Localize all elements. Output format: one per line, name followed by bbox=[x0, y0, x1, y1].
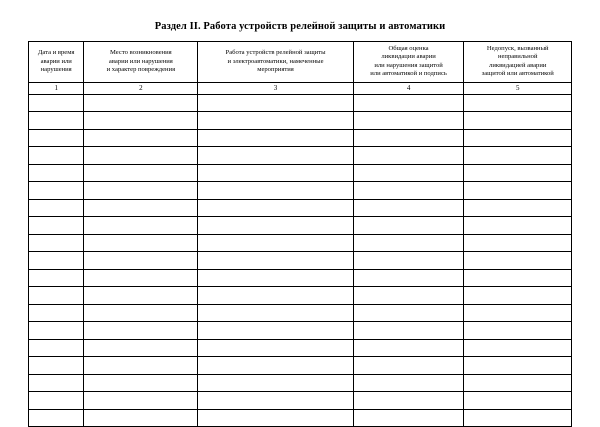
table-cell[interactable] bbox=[84, 147, 198, 165]
table-cell[interactable] bbox=[353, 112, 464, 130]
table-row bbox=[29, 339, 572, 357]
column-number: 5 bbox=[464, 82, 572, 94]
table-row bbox=[29, 217, 572, 235]
table-row bbox=[29, 112, 572, 130]
table-cell[interactable] bbox=[29, 217, 84, 235]
table-cell[interactable] bbox=[464, 392, 572, 410]
table-cell[interactable] bbox=[29, 129, 84, 147]
table-cell[interactable] bbox=[84, 357, 198, 375]
table-cell[interactable] bbox=[464, 269, 572, 287]
table-cell[interactable] bbox=[29, 199, 84, 217]
table-cell[interactable] bbox=[198, 217, 353, 235]
table-cell[interactable] bbox=[29, 304, 84, 322]
table-cell[interactable] bbox=[464, 147, 572, 165]
column-header-line: ликвидацией аварии bbox=[489, 61, 547, 69]
table-cell[interactable] bbox=[84, 129, 198, 147]
table-cell[interactable] bbox=[29, 322, 84, 340]
table-row bbox=[29, 234, 572, 252]
table-cell[interactable] bbox=[198, 409, 353, 427]
table-cell[interactable] bbox=[353, 164, 464, 182]
table-cell[interactable] bbox=[198, 322, 353, 340]
table-cell[interactable] bbox=[353, 234, 464, 252]
table-row bbox=[29, 392, 572, 410]
column-header-line: и электроавтоматики, намеченные bbox=[227, 57, 324, 65]
table-cell[interactable] bbox=[198, 234, 353, 252]
page-title: Раздел II. Работа устройств релейной защиты и автоматики bbox=[154, 21, 446, 32]
table-cell[interactable] bbox=[198, 129, 353, 147]
table-container bbox=[0, 41, 600, 427]
table-cell[interactable] bbox=[464, 374, 572, 392]
column-header-line: Место возникновения bbox=[110, 49, 172, 57]
table-cell[interactable] bbox=[84, 304, 198, 322]
table-cell[interactable] bbox=[84, 199, 198, 217]
table-cell[interactable] bbox=[464, 287, 572, 305]
table-cell[interactable] bbox=[84, 252, 198, 270]
relay-protection-register-table bbox=[28, 41, 572, 427]
column-number: 1 bbox=[29, 82, 84, 94]
column-header-line: защитой или автоматикой bbox=[481, 70, 554, 78]
column-header-line: и характер повреждения bbox=[106, 66, 176, 74]
table-cell[interactable] bbox=[84, 182, 198, 200]
table-cell[interactable] bbox=[464, 217, 572, 235]
table-cell[interactable] bbox=[29, 409, 84, 427]
table-cell[interactable] bbox=[353, 147, 464, 165]
table-cell[interactable] bbox=[353, 339, 464, 357]
table-cell[interactable] bbox=[198, 269, 353, 287]
table-row bbox=[29, 374, 572, 392]
column-header-date-time bbox=[29, 42, 84, 83]
table-body bbox=[29, 94, 572, 427]
table-cell[interactable] bbox=[353, 374, 464, 392]
table-cell[interactable] bbox=[464, 112, 572, 130]
column-header-line: Общая оценка bbox=[388, 45, 429, 52]
table-cell[interactable] bbox=[353, 182, 464, 200]
table-cell[interactable] bbox=[353, 357, 464, 375]
table-cell[interactable] bbox=[84, 217, 198, 235]
table-cell[interactable] bbox=[353, 409, 464, 427]
table-cell[interactable] bbox=[84, 392, 198, 410]
table-header-row bbox=[29, 42, 572, 83]
column-number: 4 bbox=[353, 82, 464, 94]
table-cell[interactable] bbox=[198, 304, 353, 322]
table-cell[interactable] bbox=[353, 269, 464, 287]
table-cell[interactable] bbox=[29, 112, 84, 130]
table-row bbox=[29, 357, 572, 375]
table-cell[interactable] bbox=[198, 147, 353, 165]
table-cell[interactable] bbox=[353, 287, 464, 305]
column-header-line: или нарушения защитой bbox=[374, 61, 443, 69]
column-header-location bbox=[84, 42, 198, 83]
table-cell[interactable] bbox=[29, 269, 84, 287]
table-cell[interactable] bbox=[353, 94, 464, 112]
column-header-line: нарушения bbox=[40, 66, 72, 74]
column-header-underdelivery bbox=[464, 42, 572, 83]
table-cell[interactable] bbox=[84, 164, 198, 182]
table-row bbox=[29, 252, 572, 270]
column-header-line: аварии или нарушения bbox=[108, 57, 173, 65]
table-cell[interactable] bbox=[29, 164, 84, 182]
column-header-line: ликвидации аварии bbox=[381, 53, 436, 61]
table-cell[interactable] bbox=[353, 217, 464, 235]
table-cell[interactable] bbox=[84, 234, 198, 252]
table-cell[interactable] bbox=[29, 147, 84, 165]
table-cell[interactable] bbox=[84, 322, 198, 340]
table-cell[interactable] bbox=[198, 252, 353, 270]
table-cell[interactable] bbox=[29, 252, 84, 270]
column-header-device-operation bbox=[198, 42, 353, 83]
table-cell[interactable] bbox=[198, 374, 353, 392]
table-cell[interactable] bbox=[464, 94, 572, 112]
column-number: 2 bbox=[84, 82, 198, 94]
table-cell[interactable] bbox=[353, 322, 464, 340]
table-cell[interactable] bbox=[198, 94, 353, 112]
table-cell[interactable] bbox=[29, 234, 84, 252]
table-row bbox=[29, 287, 572, 305]
table-cell[interactable] bbox=[84, 374, 198, 392]
table-row bbox=[29, 409, 572, 427]
table-cell[interactable] bbox=[353, 199, 464, 217]
table-cell[interactable] bbox=[464, 409, 572, 427]
table-cell[interactable] bbox=[198, 199, 353, 217]
table-cell[interactable] bbox=[353, 252, 464, 270]
table-cell[interactable] bbox=[464, 252, 572, 270]
column-header-line: мероприятия bbox=[257, 66, 294, 74]
table-cell[interactable] bbox=[84, 94, 198, 112]
table-cell[interactable] bbox=[84, 269, 198, 287]
table-cell[interactable] bbox=[464, 182, 572, 200]
table-cell[interactable] bbox=[29, 287, 84, 305]
column-header-overall-assessment bbox=[353, 42, 464, 83]
table-row bbox=[29, 164, 572, 182]
table-row bbox=[29, 182, 572, 200]
column-header-line: Дата и время bbox=[37, 49, 75, 57]
table-cell[interactable] bbox=[464, 199, 572, 217]
column-header-line: Недопуск, вызванный bbox=[486, 45, 549, 52]
column-header-line: аварии или bbox=[40, 57, 72, 65]
table-cell[interactable] bbox=[29, 339, 84, 357]
table-cell[interactable] bbox=[464, 234, 572, 252]
table-cell[interactable] bbox=[84, 409, 198, 427]
table-cell[interactable] bbox=[29, 374, 84, 392]
table-cell[interactable] bbox=[464, 304, 572, 322]
table-cell[interactable] bbox=[198, 357, 353, 375]
table-cell[interactable] bbox=[198, 392, 353, 410]
table-cell[interactable] bbox=[198, 339, 353, 357]
table-row bbox=[29, 129, 572, 147]
table-cell[interactable] bbox=[84, 339, 198, 357]
table-row bbox=[29, 147, 572, 165]
table-row bbox=[29, 304, 572, 322]
table-cell[interactable] bbox=[84, 287, 198, 305]
table-cell[interactable] bbox=[353, 129, 464, 147]
table-cell[interactable] bbox=[29, 94, 84, 112]
column-number-row bbox=[29, 82, 572, 94]
table-cell[interactable] bbox=[29, 357, 84, 375]
table-cell[interactable] bbox=[464, 164, 572, 182]
table-cell[interactable] bbox=[29, 182, 84, 200]
table-cell[interactable] bbox=[198, 182, 353, 200]
table-row bbox=[29, 322, 572, 340]
table-header bbox=[29, 42, 572, 95]
column-header-line: или автоматикой и подпись bbox=[370, 70, 447, 78]
column-header-line: Работа устройств релейной защиты bbox=[225, 49, 326, 57]
table-cell[interactable] bbox=[353, 304, 464, 322]
column-header-line: неправильной bbox=[497, 53, 538, 61]
table-row bbox=[29, 94, 572, 112]
table-row bbox=[29, 269, 572, 287]
table-row bbox=[29, 199, 572, 217]
table-cell[interactable] bbox=[198, 164, 353, 182]
table-cell[interactable] bbox=[198, 112, 353, 130]
table-cell[interactable] bbox=[464, 322, 572, 340]
table-cell[interactable] bbox=[464, 129, 572, 147]
table-cell[interactable] bbox=[464, 357, 572, 375]
table-cell[interactable] bbox=[84, 112, 198, 130]
table-cell[interactable] bbox=[198, 287, 353, 305]
column-number: 3 bbox=[198, 82, 353, 94]
table-cell[interactable] bbox=[464, 339, 572, 357]
table-cell[interactable] bbox=[29, 392, 84, 410]
table-cell[interactable] bbox=[353, 392, 464, 410]
